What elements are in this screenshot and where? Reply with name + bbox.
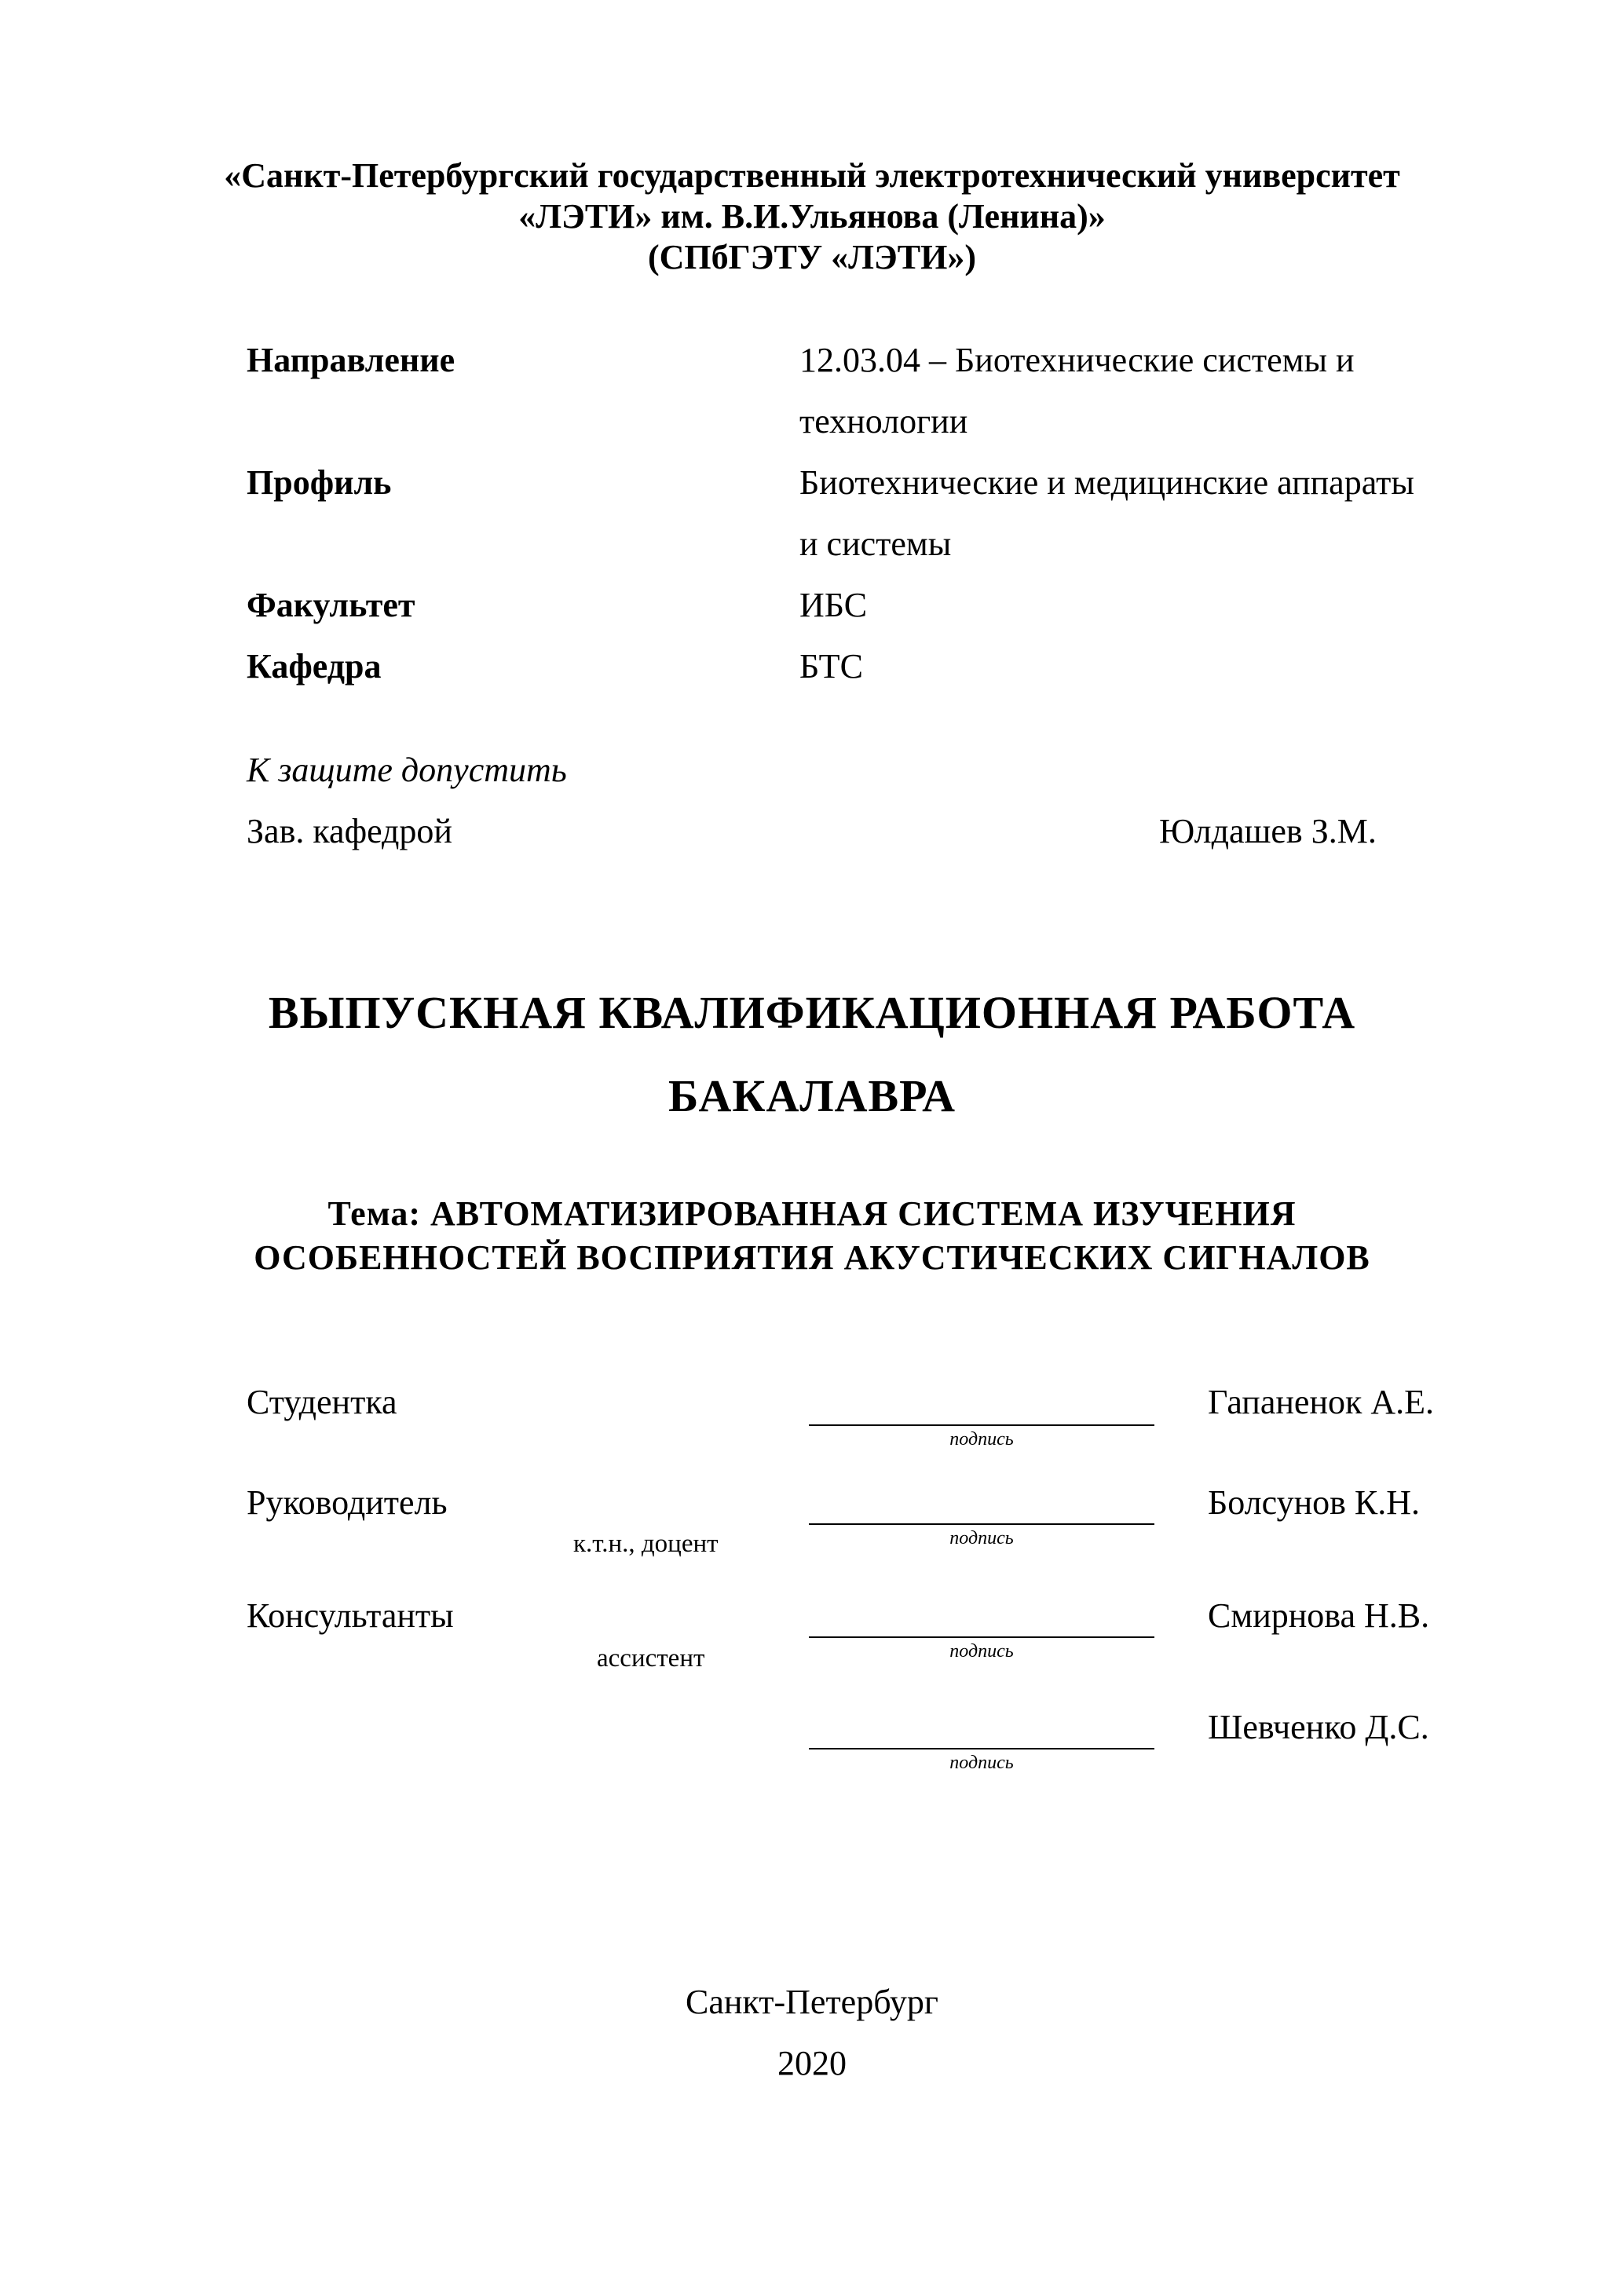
city: Санкт-Петербург (686, 1983, 938, 2021)
topic-line-1: Тема: АВТОМАТИЗИРОВАННАЯ СИСТЕМА ИЗУЧЕНИЯ (327, 1194, 1297, 1233)
thesis-title-line-2: БАКАЛАВРА (668, 1070, 956, 1121)
supervisor-name: Болсунов К.Н. (1208, 1483, 1421, 1522)
student-signature-line (809, 1424, 1154, 1426)
direction-value-line-1: 12.03.04 – Биотехнические системы и (799, 341, 1355, 379)
university-name-line-2: «ЛЭТИ» им. В.И.Ульянова (Ленина)» (518, 197, 1106, 236)
faculty-label: Факультет (247, 586, 415, 624)
supervisor-signature-caption: подпись (949, 1528, 1014, 1548)
profile-value-line-2: и системы (799, 525, 952, 563)
profile-label: Профиль (247, 463, 392, 502)
year: 2020 (777, 2044, 847, 2082)
admission-text: К защите допустить (247, 751, 567, 789)
direction-label: Направление (247, 341, 455, 379)
consultant-1-signature-line (809, 1636, 1154, 1638)
direction-value-line-2: технологии (799, 402, 968, 441)
consultant-2-signature-caption: подпись (949, 1753, 1014, 1773)
consultants-label: Консультанты (247, 1596, 454, 1635)
university-abbreviation: (СПбГЭТУ «ЛЭТИ») (648, 238, 976, 276)
student-name: Гапаненок А.Е. (1208, 1383, 1435, 1421)
thesis-title-line-1: ВЫПУСКНАЯ КВАЛИФИКАЦИОННАЯ РАБОТА (268, 987, 1356, 1038)
consultant-1-signature-caption: подпись (949, 1641, 1014, 1662)
university-name-line-1: «Санкт-Петербургский государственный электротехнический университет (224, 156, 1400, 195)
topic-line-2: ОСОБЕННОСТЕЙ ВОСПРИЯТИЯ АКУСТИЧЕСКИХ СИГНАЛОВ (254, 1238, 1370, 1277)
department-value: БТС (799, 647, 863, 686)
consultant-2-name: Шевченко Д.С. (1208, 1708, 1429, 1746)
department-head-name: Юлдашев З.М. (1159, 812, 1377, 850)
student-label: Студентка (247, 1383, 397, 1421)
consultant-1-name: Смирнова Н.В. (1208, 1596, 1430, 1635)
consultant-2-signature-line (809, 1748, 1154, 1749)
supervisor-title: к.т.н., доцент (573, 1530, 719, 1558)
department-label: Кафедра (247, 647, 382, 686)
profile-value-line-1: Биотехнические и медицинские аппараты (799, 463, 1414, 502)
consultant-1-title: ассистент (597, 1644, 705, 1673)
supervisor-label: Руководитель (247, 1483, 448, 1522)
student-signature-caption: подпись (949, 1429, 1014, 1450)
supervisor-signature-line (809, 1523, 1154, 1525)
faculty-value: ИБС (799, 586, 868, 624)
department-head-label: Зав. кафедрой (247, 812, 452, 850)
